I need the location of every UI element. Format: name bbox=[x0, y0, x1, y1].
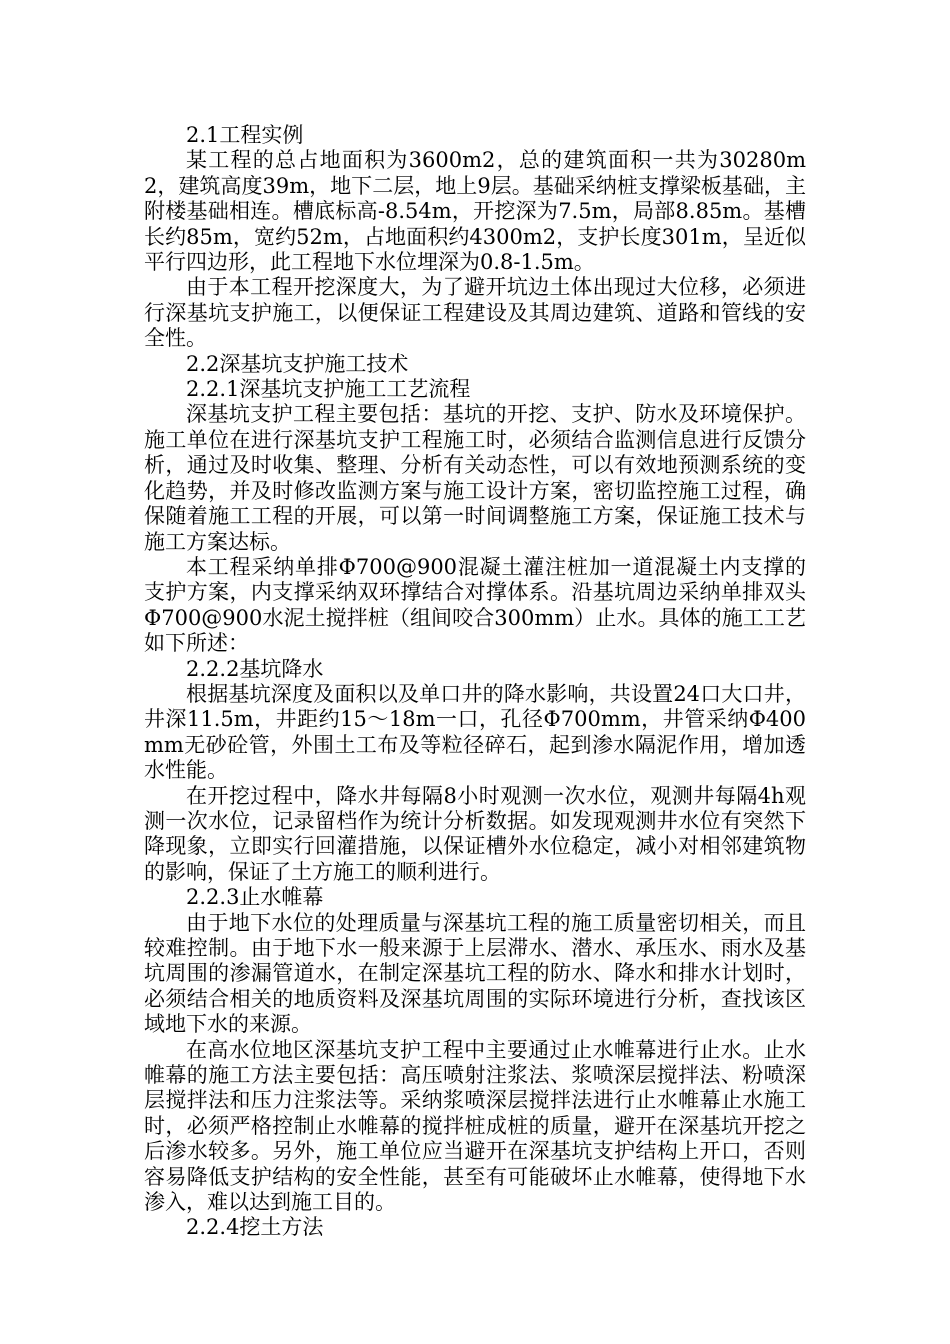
section-heading-2-1: 2.1工程实例 bbox=[186, 123, 304, 147]
paragraph-support-process: 深基坑支护工程主要包括：基坑的开挖、支护、防水及环境保护。施工单位在进行深基坑支护工程施工时，必须结合监测信息进行反馈分析，通过及时收集、整理、分析有关动态性，可以有效地预测系统的变化趋势，并及时修改监测方案与施工设计方案，密切监控施工过程，确保随着施工工程的开展，可以第一时间调整施工方案，保证施工技术与施工方案达标。 bbox=[144, 402, 806, 554]
paragraph-groundwater-sources: 由于地下水位的处理质量与深基坑工程的施工质量密切相关，而且较难控制。由于地下水一般来源于上层滞水、潜水、承压水、雨水及基坑周围的渗漏管道水，在制定深基坑工程的防水、降水和排水计划时，必须结合相关的地质资料及深基坑周围的实际环境进行分析，查找该区域地下水的来源。 bbox=[144, 910, 806, 1037]
paragraph-project-overview: 某工程的总占地面积为3600m2，总的建筑面积一共为30280m2，建筑高度39m，地下二层，地上9层。基础采纳桩支撑梁板基础，主附楼基础相连。槽底标高-8.54m，开挖深为7.5m，局部8.85m。基槽长约85m，宽约52m，占地面积约4300m2，支护长度301m，呈近似平行四边形，此工程地下水位埋深为0.8-1.5m。 bbox=[144, 148, 806, 275]
paragraph-support-scheme: 本工程采纳单排Φ700@900混凝土灌注桩加一道混凝土内支撑的支护方案，内支撑采纳双环撑结合对撑体系。沿基坑周边采纳单排双头Φ700@900水泥土搅拌桩（组间咬合300mm）止水。具体的施工工艺如下所述： bbox=[144, 554, 806, 656]
paragraph-waterproof-curtain-methods: 在高水位地区深基坑支护工程中主要通过止水帷幕进行止水。止水帷幕的施工方法主要包括：高压喷射注浆法、浆喷深层搅拌法、粉喷深层搅拌法和压力注浆法等。采纳浆喷深层搅拌法进行止水帷幕止水施工时，必须严格控制止水帷幕的搅拌桩成桩的质量，避开在深基坑开挖之后渗水较多。另外，施工单位应当避开在深基坑支护结构上开口，否则容易降低支护结构的安全性能，甚至有可能破坏止水帷幕，使得地下水渗入，难以达到施工目的。 bbox=[144, 1037, 806, 1215]
section-heading-2-2-1: 2.2.1深基坑支护施工工艺流程 bbox=[186, 377, 471, 402]
paragraph-excavation-reason: 由于本工程开挖深度大，为了避开坑边土体出现过大位移，必须进行深基坑支护施工，以便保证工程建设及其周边建筑、道路和管线的安全性。 bbox=[144, 275, 806, 351]
paragraph-dewatering-wells: 根据基坑深度及面积以及单口井的降水影响，共设置24口大口井，井深11.5m，井距约15～18m一口，孔径Φ700mm，井管采纳Φ400mm无砂砼管，外围土工布及等粒径碎石，起到渗水隔泥作用，增加透水性能。 bbox=[144, 681, 806, 783]
section-heading-2-2-2: 2.2.2基坑降水 bbox=[186, 656, 324, 681]
paragraph-water-monitoring: 在开挖过程中，降水井每隔8小时观测一次水位，观测井每隔4h观测一次水位，记录留档作为统计分析数据。如发现观测井水位有突然下降现象，立即实行回灌措施，以保证槽外水位稳定，减小对相邻建筑物的影响，保证了土方施工的顺利进行。 bbox=[144, 783, 806, 884]
section-heading-2-2-3: 2.2.3止水帷幕 bbox=[186, 885, 324, 910]
section-heading-2-2: 2.2深基坑支护施工技术 bbox=[186, 351, 409, 376]
document-body bbox=[144, 123, 806, 1241]
section-heading-2-2-4: 2.2.4挖土方法 bbox=[186, 1215, 324, 1240]
